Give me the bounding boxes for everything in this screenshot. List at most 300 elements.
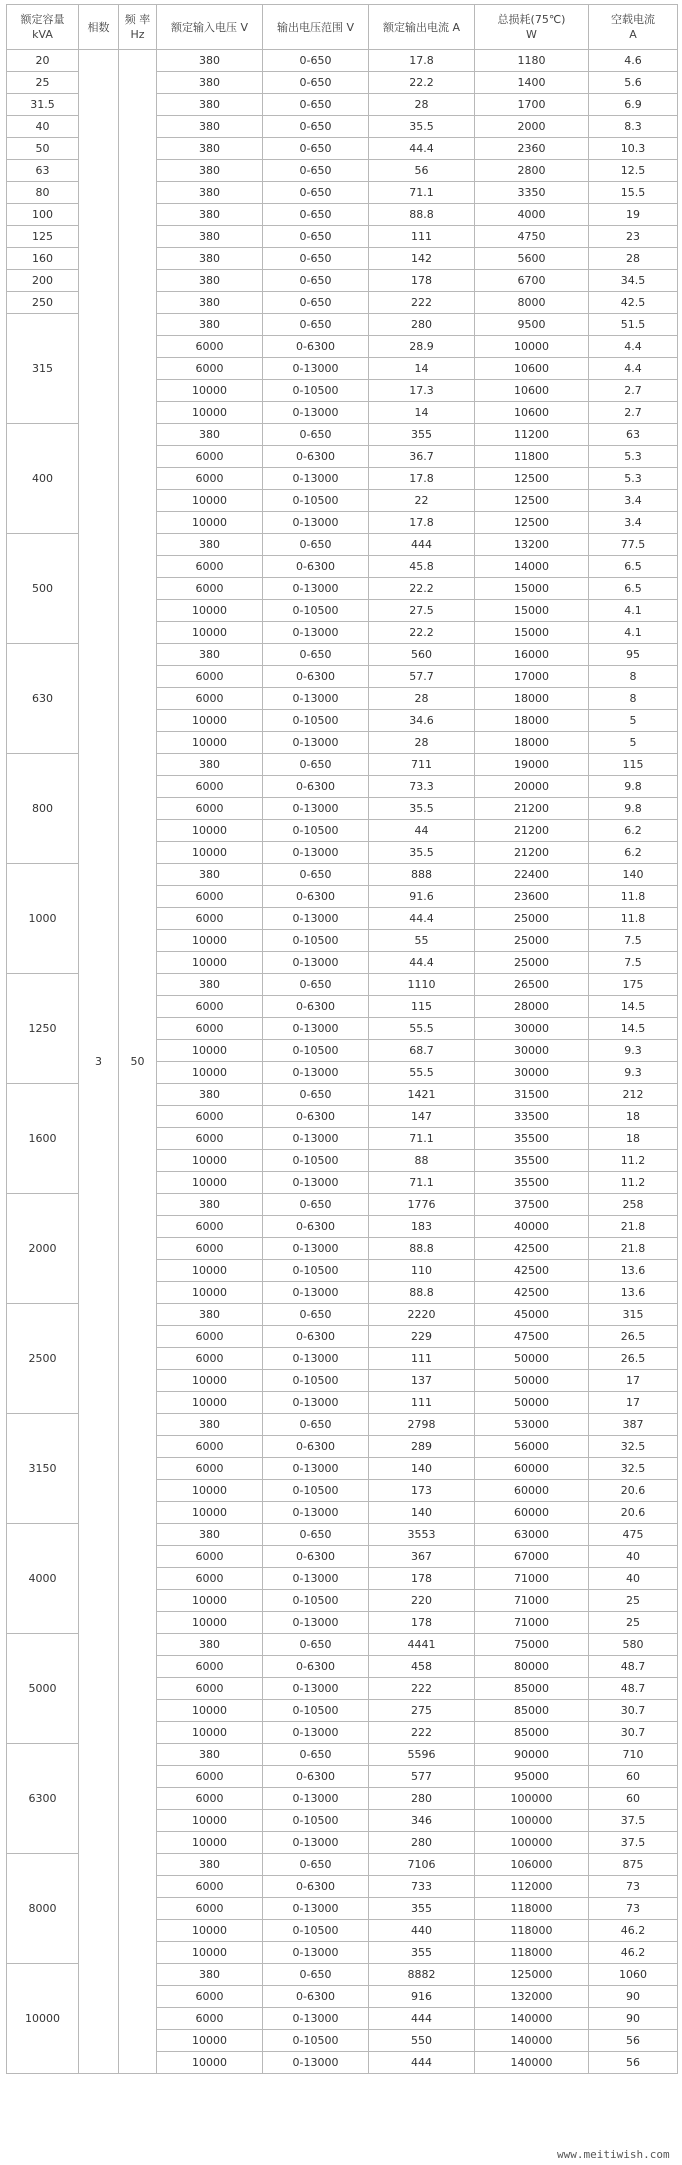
total-loss-cell: 22400 [475,864,589,886]
header-phases [79,5,119,50]
no-load-current-cell: 9.3 [589,1062,678,1084]
total-loss-cell: 90000 [475,1744,589,1766]
output-range-cell: 0-650 [263,116,369,138]
no-load-current-cell: 26.5 [589,1348,678,1370]
output-current-cell: 8882 [369,1964,475,1986]
total-loss-cell: 85000 [475,1700,589,1722]
no-load-current-cell: 25 [589,1612,678,1634]
input-voltage-cell: 6000 [157,886,263,908]
no-load-current-cell: 95 [589,644,678,666]
input-voltage-cell: 380 [157,270,263,292]
output-current-cell: 222 [369,1678,475,1700]
output-range-cell: 0-6300 [263,776,369,798]
input-voltage-cell: 6000 [157,798,263,820]
output-range-cell: 0-13000 [263,1788,369,1810]
total-loss-cell: 71000 [475,1568,589,1590]
input-voltage-cell: 10000 [157,1480,263,1502]
input-voltage-cell: 380 [157,50,263,72]
output-range-cell: 0-13000 [263,402,369,424]
output-range-cell: 0-650 [263,1524,369,1546]
output-current-cell: 178 [369,1612,475,1634]
output-current-cell: 28 [369,688,475,710]
no-load-current-cell: 475 [589,1524,678,1546]
output-range-cell: 0-10500 [263,1040,369,1062]
no-load-current-cell: 13.6 [589,1260,678,1282]
total-loss-cell: 47500 [475,1326,589,1348]
no-load-current-cell: 5.3 [589,468,678,490]
total-loss-cell: 40000 [475,1216,589,1238]
no-load-current-cell: 48.7 [589,1656,678,1678]
input-voltage-cell: 6000 [157,1546,263,1568]
output-range-cell: 0-6300 [263,1656,369,1678]
input-voltage-cell: 380 [157,182,263,204]
total-loss-cell: 4750 [475,226,589,248]
capacity-cell: 1600 [7,1084,79,1194]
total-loss-cell: 9500 [475,314,589,336]
output-range-cell: 0-10500 [263,820,369,842]
no-load-current-cell: 51.5 [589,314,678,336]
output-current-cell: 367 [369,1546,475,1568]
output-range-cell: 0-10500 [263,1920,369,1942]
no-load-current-cell: 4.1 [589,600,678,622]
no-load-current-cell: 7.5 [589,930,678,952]
output-range-cell: 0-6300 [263,1546,369,1568]
output-current-cell: 55.5 [369,1062,475,1084]
input-voltage-cell: 380 [157,1524,263,1546]
header-line: W [526,28,537,41]
output-current-cell: 560 [369,644,475,666]
no-load-current-cell: 48.7 [589,1678,678,1700]
capacity-cell: 40 [7,116,79,138]
total-loss-cell: 140000 [475,2008,589,2030]
input-voltage-cell: 10000 [157,1810,263,1832]
total-loss-cell: 80000 [475,1656,589,1678]
input-voltage-cell: 6000 [157,1876,263,1898]
output-current-cell: 183 [369,1216,475,1238]
input-voltage-cell: 380 [157,204,263,226]
output-range-cell: 0-650 [263,226,369,248]
phases-cell: 3 [79,50,119,2074]
output-current-cell: 4441 [369,1634,475,1656]
no-load-current-cell: 77.5 [589,534,678,556]
capacity-cell: 2500 [7,1304,79,1414]
output-current-cell: 178 [369,1568,475,1590]
header-output-range [263,5,369,50]
total-loss-cell: 12500 [475,512,589,534]
output-current-cell: 280 [369,314,475,336]
total-loss-cell: 25000 [475,930,589,952]
output-current-cell: 142 [369,248,475,270]
output-current-cell: 550 [369,2030,475,2052]
header-total-loss [475,5,589,50]
total-loss-cell: 18000 [475,710,589,732]
no-load-current-cell: 23 [589,226,678,248]
output-current-cell: 711 [369,754,475,776]
total-loss-cell: 14000 [475,556,589,578]
no-load-current-cell: 12.5 [589,160,678,182]
capacity-cell: 80 [7,182,79,204]
header-line: 相数 [87,20,110,34]
output-current-cell: 222 [369,1722,475,1744]
total-loss-cell: 56000 [475,1436,589,1458]
total-loss-cell: 2360 [475,138,589,160]
output-range-cell: 0-650 [263,974,369,996]
no-load-current-cell: 10.3 [589,138,678,160]
no-load-current-cell: 5.6 [589,72,678,94]
input-voltage-cell: 6000 [157,908,263,930]
no-load-current-cell: 5 [589,710,678,732]
output-current-cell: 1776 [369,1194,475,1216]
input-voltage-cell: 6000 [157,1436,263,1458]
total-loss-cell: 75000 [475,1634,589,1656]
total-loss-cell: 71000 [475,1612,589,1634]
total-loss-cell: 42500 [475,1260,589,1282]
input-voltage-cell: 10000 [157,1260,263,1282]
total-loss-cell: 11200 [475,424,589,446]
no-load-current-cell: 4.6 [589,50,678,72]
total-loss-cell: 15000 [475,578,589,600]
total-loss-cell: 21200 [475,842,589,864]
no-load-current-cell: 5.3 [589,446,678,468]
input-voltage-cell: 10000 [157,1942,263,1964]
output-range-cell: 0-10500 [263,1370,369,1392]
no-load-current-cell: 15.5 [589,182,678,204]
total-loss-cell: 118000 [475,1898,589,1920]
output-range-cell: 0-650 [263,754,369,776]
output-current-cell: 444 [369,2052,475,2074]
output-range-cell: 0-13000 [263,798,369,820]
input-voltage-cell: 380 [157,94,263,116]
total-loss-cell: 10600 [475,380,589,402]
capacity-cell: 5000 [7,1634,79,1744]
total-loss-cell: 18000 [475,732,589,754]
output-current-cell: 111 [369,226,475,248]
no-load-current-cell: 4.1 [589,622,678,644]
total-loss-cell: 10600 [475,358,589,380]
no-load-current-cell: 11.8 [589,908,678,930]
output-range-cell: 0-13000 [263,1062,369,1084]
output-current-cell: 280 [369,1832,475,1854]
no-load-current-cell: 63 [589,424,678,446]
input-voltage-cell: 10000 [157,1502,263,1524]
output-range-cell: 0-6300 [263,886,369,908]
total-loss-cell: 6700 [475,270,589,292]
capacity-cell: 31.5 [7,94,79,116]
input-voltage-cell: 10000 [157,1282,263,1304]
output-range-cell: 0-6300 [263,1216,369,1238]
output-current-cell: 115 [369,996,475,1018]
output-range-cell: 0-650 [263,1194,369,1216]
no-load-current-cell: 26.5 [589,1326,678,1348]
table-body [7,50,678,2074]
no-load-current-cell: 32.5 [589,1436,678,1458]
total-loss-cell: 5600 [475,248,589,270]
total-loss-cell: 85000 [475,1678,589,1700]
input-voltage-cell: 10000 [157,1040,263,1062]
no-load-current-cell: 1060 [589,1964,678,1986]
total-loss-cell: 140000 [475,2052,589,2074]
output-range-cell: 0-650 [263,292,369,314]
total-loss-cell: 18000 [475,688,589,710]
total-loss-cell: 30000 [475,1062,589,1084]
output-current-cell: 5596 [369,1744,475,1766]
total-loss-cell: 25000 [475,908,589,930]
output-range-cell: 0-13000 [263,908,369,930]
output-range-cell: 0-650 [263,160,369,182]
input-voltage-cell: 6000 [157,1656,263,1678]
total-loss-cell: 4000 [475,204,589,226]
input-voltage-cell: 10000 [157,512,263,534]
output-range-cell: 0-10500 [263,1590,369,1612]
output-current-cell: 275 [369,1700,475,1722]
no-load-current-cell: 32.5 [589,1458,678,1480]
total-loss-cell: 16000 [475,644,589,666]
capacity-cell: 1000 [7,864,79,974]
output-current-cell: 137 [369,1370,475,1392]
input-voltage-cell: 380 [157,1194,263,1216]
output-range-cell: 0-650 [263,182,369,204]
output-current-cell: 733 [369,1876,475,1898]
total-loss-cell: 11800 [475,446,589,468]
output-range-cell: 0-13000 [263,688,369,710]
header-output-current [369,5,475,50]
no-load-current-cell: 6.2 [589,820,678,842]
total-loss-cell: 106000 [475,1854,589,1876]
capacity-cell: 2000 [7,1194,79,1304]
output-range-cell: 0-13000 [263,1612,369,1634]
output-current-cell: 280 [369,1788,475,1810]
output-current-cell: 173 [369,1480,475,1502]
total-loss-cell: 15000 [475,622,589,644]
total-loss-cell: 31500 [475,1084,589,1106]
no-load-current-cell: 90 [589,2008,678,2030]
output-current-cell: 88 [369,1150,475,1172]
no-load-current-cell: 315 [589,1304,678,1326]
output-current-cell: 55.5 [369,1018,475,1040]
no-load-current-cell: 90 [589,1986,678,2008]
capacity-cell: 8000 [7,1854,79,1964]
capacity-cell: 3150 [7,1414,79,1524]
total-loss-cell: 118000 [475,1920,589,1942]
output-current-cell: 147 [369,1106,475,1128]
input-voltage-cell: 6000 [157,688,263,710]
output-range-cell: 0-13000 [263,1568,369,1590]
total-loss-cell: 28000 [475,996,589,1018]
capacity-cell: 315 [7,314,79,424]
output-range-cell: 0-13000 [263,1128,369,1150]
header-capacity [7,5,79,50]
input-voltage-cell: 10000 [157,380,263,402]
input-voltage-cell: 6000 [157,996,263,1018]
no-load-current-cell: 18 [589,1106,678,1128]
output-range-cell: 0-650 [263,138,369,160]
no-load-current-cell: 73 [589,1876,678,1898]
no-load-current-cell: 14.5 [589,1018,678,1040]
output-range-cell: 0-13000 [263,1832,369,1854]
total-loss-cell: 30000 [475,1040,589,1062]
total-loss-cell: 53000 [475,1414,589,1436]
output-current-cell: 17.8 [369,512,475,534]
header-line: 额定输入电压 V [170,20,249,34]
output-current-cell: 888 [369,864,475,886]
output-range-cell: 0-13000 [263,732,369,754]
output-range-cell: 0-10500 [263,380,369,402]
output-current-cell: 178 [369,270,475,292]
output-range-cell: 0-13000 [263,842,369,864]
input-voltage-cell: 6000 [157,1018,263,1040]
no-load-current-cell: 30.7 [589,1722,678,1744]
output-range-cell: 0-650 [263,72,369,94]
output-current-cell: 110 [369,1260,475,1282]
input-voltage-cell: 380 [157,1414,263,1436]
no-load-current-cell: 60 [589,1766,678,1788]
output-range-cell: 0-6300 [263,666,369,688]
output-range-cell: 0-13000 [263,622,369,644]
no-load-current-cell: 40 [589,1546,678,1568]
output-range-cell: 0-13000 [263,1018,369,1040]
input-voltage-cell: 6000 [157,1216,263,1238]
output-current-cell: 2220 [369,1304,475,1326]
total-loss-cell: 63000 [475,1524,589,1546]
output-current-cell: 22.2 [369,622,475,644]
output-range-cell: 0-650 [263,1414,369,1436]
total-loss-cell: 23600 [475,886,589,908]
total-loss-cell: 26500 [475,974,589,996]
total-loss-cell: 25000 [475,952,589,974]
input-voltage-cell: 380 [157,1304,263,1326]
total-loss-cell: 10000 [475,336,589,358]
total-loss-cell: 42500 [475,1238,589,1260]
output-current-cell: 220 [369,1590,475,1612]
output-range-cell: 0-650 [263,1854,369,1876]
no-load-current-cell: 3.4 [589,512,678,534]
output-range-cell: 0-10500 [263,490,369,512]
header-line: 总损耗(75℃) [497,13,566,26]
output-current-cell: 440 [369,1920,475,1942]
capacity-cell: 25 [7,72,79,94]
input-voltage-cell: 6000 [157,1568,263,1590]
input-voltage-cell: 6000 [157,776,263,798]
output-range-cell: 0-6300 [263,1326,369,1348]
output-range-cell: 0-10500 [263,1480,369,1502]
input-voltage-cell: 6000 [157,336,263,358]
total-loss-cell: 50000 [475,1392,589,1414]
total-loss-cell: 21200 [475,798,589,820]
output-range-cell: 0-13000 [263,1238,369,1260]
no-load-current-cell: 60 [589,1788,678,1810]
input-voltage-cell: 10000 [157,1150,263,1172]
output-current-cell: 1110 [369,974,475,996]
total-loss-cell: 45000 [475,1304,589,1326]
output-current-cell: 44.4 [369,952,475,974]
output-range-cell: 0-13000 [263,1392,369,1414]
output-current-cell: 140 [369,1458,475,1480]
output-current-cell: 56 [369,160,475,182]
output-current-cell: 444 [369,2008,475,2030]
output-current-cell: 88.8 [369,1238,475,1260]
input-voltage-cell: 6000 [157,1766,263,1788]
input-voltage-cell: 6000 [157,446,263,468]
output-range-cell: 0-650 [263,1634,369,1656]
total-loss-cell: 33500 [475,1106,589,1128]
frequency-cell: 50 [119,50,157,2074]
input-voltage-cell: 6000 [157,1898,263,1920]
total-loss-cell: 60000 [475,1480,589,1502]
no-load-current-cell: 175 [589,974,678,996]
output-current-cell: 355 [369,1942,475,1964]
output-range-cell: 0-650 [263,644,369,666]
output-range-cell: 0-10500 [263,2030,369,2052]
output-current-cell: 7106 [369,1854,475,1876]
no-load-current-cell: 8.3 [589,116,678,138]
output-current-cell: 346 [369,1810,475,1832]
output-range-cell: 0-6300 [263,1876,369,1898]
output-current-cell: 44.4 [369,908,475,930]
output-range-cell: 0-13000 [263,1348,369,1370]
total-loss-cell: 37500 [475,1194,589,1216]
input-voltage-cell: 6000 [157,1128,263,1150]
output-current-cell: 111 [369,1392,475,1414]
output-current-cell: 17.3 [369,380,475,402]
header-frequency [119,5,157,50]
input-voltage-cell: 6000 [157,468,263,490]
total-loss-cell: 20000 [475,776,589,798]
output-range-cell: 0-6300 [263,996,369,1018]
total-loss-cell: 30000 [475,1018,589,1040]
output-current-cell: 73.3 [369,776,475,798]
capacity-cell: 4000 [7,1524,79,1634]
no-load-current-cell: 580 [589,1634,678,1656]
no-load-current-cell: 25 [589,1590,678,1612]
output-range-cell: 0-13000 [263,1942,369,1964]
output-current-cell: 28.9 [369,336,475,358]
output-current-cell: 36.7 [369,446,475,468]
output-range-cell: 0-650 [263,248,369,270]
no-load-current-cell: 9.3 [589,1040,678,1062]
output-current-cell: 28 [369,732,475,754]
output-current-cell: 45.8 [369,556,475,578]
no-load-current-cell: 4.4 [589,336,678,358]
input-voltage-cell: 380 [157,116,263,138]
total-loss-cell: 12500 [475,490,589,512]
input-voltage-cell: 6000 [157,1326,263,1348]
capacity-cell: 10000 [7,1964,79,2074]
output-range-cell: 0-10500 [263,930,369,952]
capacity-cell: 800 [7,754,79,864]
capacity-cell: 630 [7,644,79,754]
total-loss-cell: 60000 [475,1502,589,1524]
output-range-cell: 0-13000 [263,578,369,600]
no-load-current-cell: 4.4 [589,358,678,380]
total-loss-cell: 85000 [475,1722,589,1744]
output-current-cell: 71.1 [369,1128,475,1150]
no-load-current-cell: 21.8 [589,1216,678,1238]
input-voltage-cell: 10000 [157,1832,263,1854]
capacity-cell: 500 [7,534,79,644]
input-voltage-cell: 10000 [157,842,263,864]
input-voltage-cell: 380 [157,644,263,666]
output-current-cell: 444 [369,534,475,556]
input-voltage-cell: 6000 [157,1986,263,2008]
output-range-cell: 0-10500 [263,1260,369,1282]
output-range-cell: 0-13000 [263,1502,369,1524]
input-voltage-cell: 380 [157,974,263,996]
total-loss-cell: 1400 [475,72,589,94]
header-line: 空载电流 [611,13,655,26]
input-voltage-cell: 380 [157,226,263,248]
output-range-cell: 0-650 [263,204,369,226]
header-line: 频 率 [124,13,151,26]
